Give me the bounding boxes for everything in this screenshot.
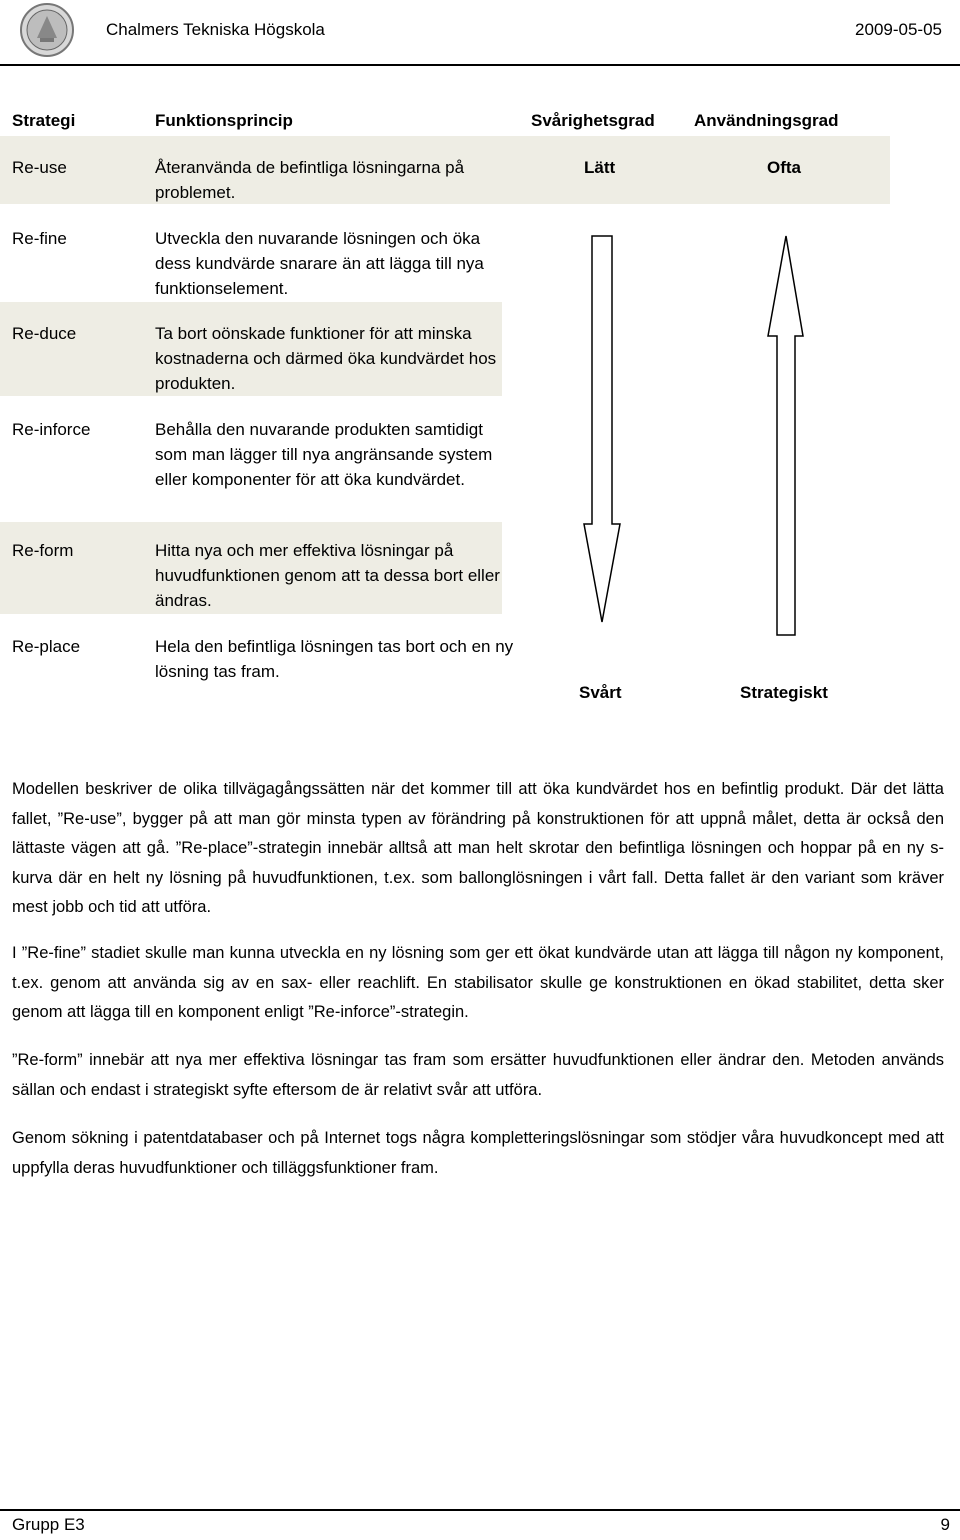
- header-date: 2009-05-05: [855, 20, 942, 39]
- principle-reduce: Ta bort oönskade funktioner för att minska kostnaderna och därmed öka kundvärdet hos produkten.: [155, 324, 497, 393]
- difficulty-easy-label: Lätt: [584, 158, 616, 177]
- paragraph-model-description: Modellen beskriver de olika tillvägagångssätten när det kommer till att öka kundvärdet hos en befintlig produkt. Där det lätta fallet, ”Re-use”, bygger på att man gör minsta typen av förändring på konstruktionen för att uppnå målet, detta är också den lättaste vägen att gå. ”Re-place”-strategin innebär alltså att man helt skrotar den befintliga lösningen och hoppar på en ny s-kurva där en helt ny lösning på huvudfunktionen, t.ex. som ballonglösningen i vårt fall. Detta fallet är den variant som kräver mest jobb och tid att utföra.: [12, 780, 944, 916]
- usage-often-label: Ofta: [767, 158, 801, 177]
- arrows-layer: [0, 0, 960, 720]
- paragraph-refine: I ”Re-fine” stadiet skulle man kunna utveckla en ny lösning som ger ett ökat kundvärde utan att lägga till någon ny komponent, t.ex. genom att använda sig av en sax- eller reachlift. En stabilisator skulle ge konstruktionen en ökad stabilitet, detta sker genom att lägga till en komponent enligt ”Re-inforce”-strategin.: [12, 944, 944, 1021]
- principle-reinforce: Behålla den nuvarande produkten samtidigt som man lägger till nya angränsande system eller komponenter för att öka kundvärdet.: [155, 420, 493, 489]
- column-header-usage: Användningsgrad: [694, 111, 839, 130]
- principle-replace: Hela den befintliga lösningen tas bort och en ny lösning tas fram.: [155, 637, 514, 681]
- strategy-reuse: Re-use: [12, 158, 67, 177]
- principle-reform: Hitta nya och mer effektiva lösningar på huvudfunktionen genom att ta dessa bort eller ändras.: [155, 541, 500, 610]
- principle-refine: Utveckla den nuvarande lösningen och öka dess kundvärde snarare än att lägga till nya funktionselement.: [155, 229, 484, 298]
- strategy-reduce: Re-duce: [12, 324, 77, 343]
- column-header-difficulty: Svårighetsgrad: [531, 111, 655, 130]
- difficulty-down-arrow: [584, 236, 620, 622]
- strategy-reform: Re-form: [12, 541, 74, 560]
- institution-name: Chalmers Tekniska Högskola: [106, 20, 325, 39]
- strategy-reinforce: Re-inforce: [12, 420, 91, 439]
- column-header-principle: Funktionsprincip: [155, 111, 293, 130]
- footer-divider: [0, 1509, 960, 1511]
- paragraph-reform: ”Re-form” innebär att nya mer effektiva lösningar tas fram som ersätter huvudfunktionen eller ändrar den. Metoden används sällan och endast i strategiskt syfte eftersom de är relativt svår att utföra.: [12, 1051, 944, 1099]
- strategy-refine: Re-fine: [12, 229, 67, 248]
- column-header-strategy: Strategi: [12, 111, 76, 130]
- usage-up-arrow: [768, 236, 803, 635]
- principle-reuse: Återanvända de befintliga lösningarna på problemet.: [155, 158, 465, 202]
- page-number: 9: [940, 1515, 950, 1534]
- paragraph-patent-search: Genom sökning i patentdatabaser och på Internet togs några kompletteringslösningar som stödjer våra huvudkoncept med att uppfylla deras huvudfunktioner och tilläggsfunktioner fram.: [12, 1129, 944, 1177]
- usage-strategic-label: Strategiskt: [740, 683, 828, 702]
- footer-group: Grupp E3: [12, 1515, 85, 1534]
- difficulty-hard-label: Svårt: [579, 683, 622, 702]
- strategy-replace: Re-place: [12, 637, 81, 656]
